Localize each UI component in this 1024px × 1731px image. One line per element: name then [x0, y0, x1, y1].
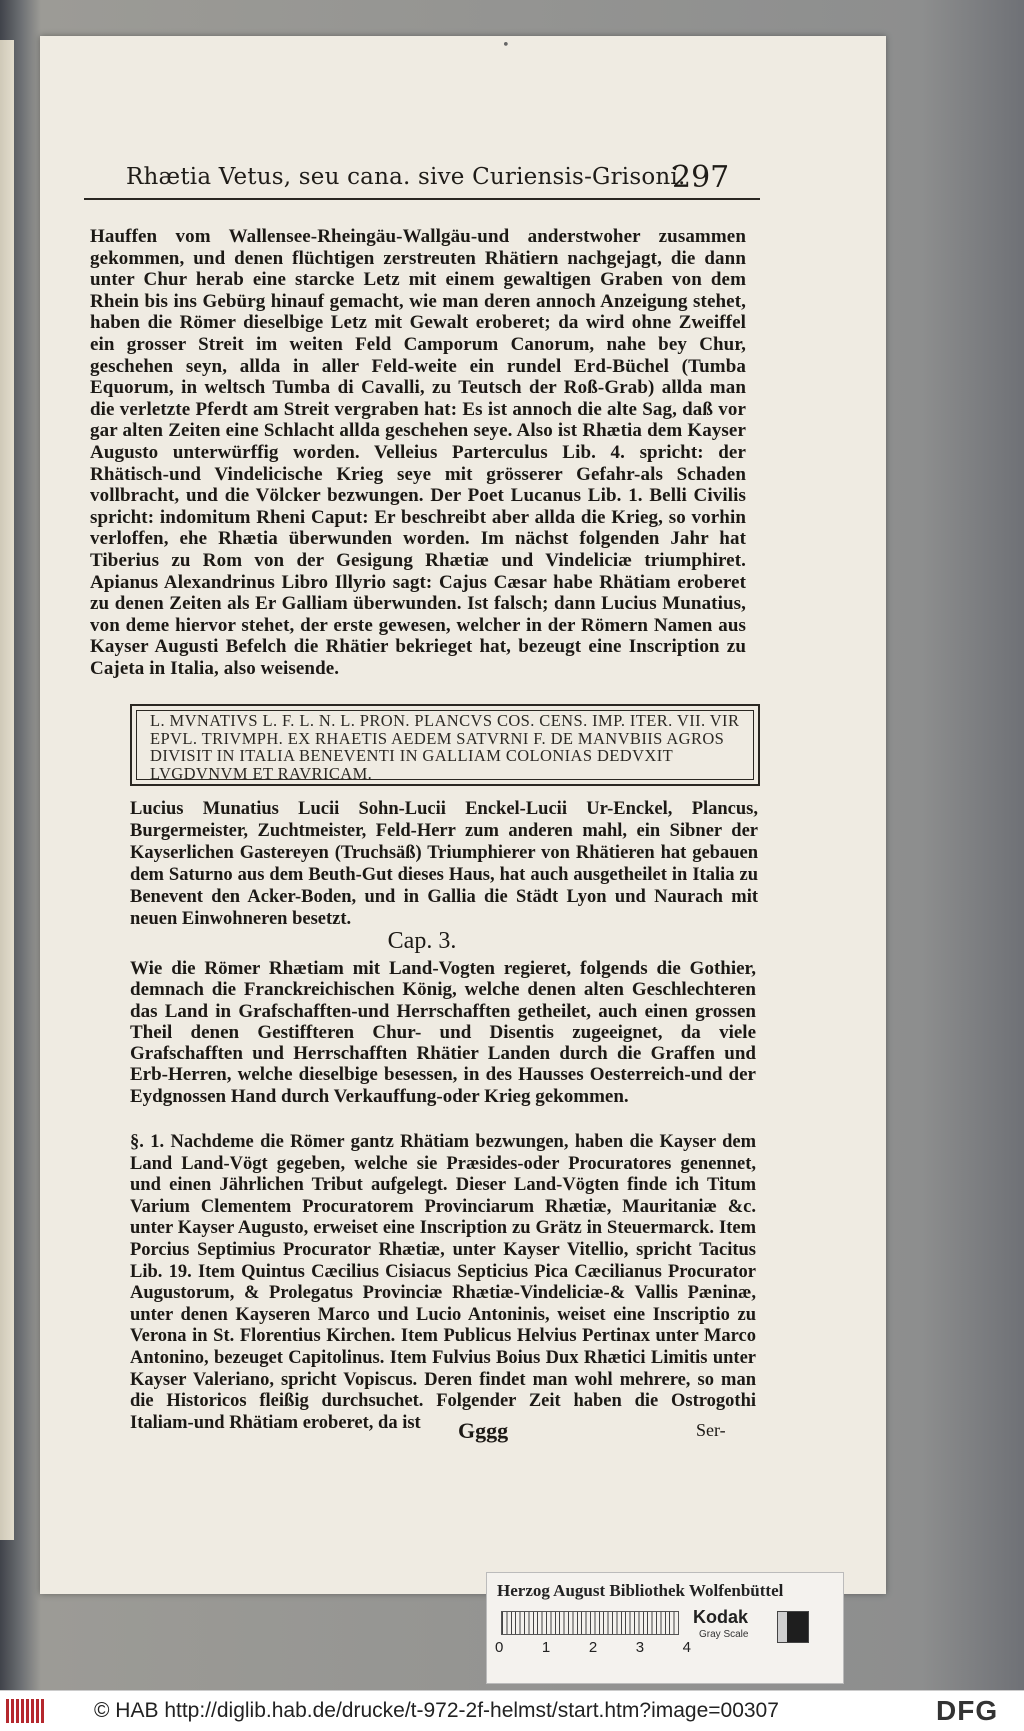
running-title: Rhætia Vetus, seu cana. sive Curiensis-Grisoni.	[126, 164, 686, 190]
chapter-summary: Wie die Römer Rhætiam mit Land-Vogten regieret, folgends die Gothier, demnach die Franckreichischen König, welche denen alten Geschlechteren das Land in Grafschafften-und Herrschafften getheilet, auch einen grossen Theil denen Gestiffteren Chur- und Disentis zugeeignet, da viele Grafschafften und Herrschafften Rhätier Landen durch die Graffen und Erb-Herren, welche dieselbige besessen, in des Hausses Oesterreich-und der Eydgnossen Hand durch Verkauffung-oder Krieg gekommen.	[130, 958, 756, 1107]
ruler-scale	[495, 1609, 691, 1659]
section-text: Nachdeme die Römer gantz Rhätiam bezwungen, haben die Kayser dem Land Land-Vögt gegeben, welche sie Præsides-oder Procuratores genennet, und einen Jährlichen Tribut aufgelegt. Dieser Land-Vögten finde ich Titum Varium Clementem Procuratorem Provinciarum Rhætiæ, Mauritaniæ &c. unter Kayser Augusto, erweiset eine Inscription zu Grätz in Steuermarck. Item Porcius Septimius Procurator Rhætiæ, unter Kayser Vitellio, spricht Tacitus Lib. 19. Item Quintus Cæcilius Cisiacus Septicius Pica Cæcilianus Procurator Augustorum, & Prolegatus Provinciæ Rhætiæ-Vindeliciæ-& Vallis Pæninæ, unter denen Kayseren Marco und Lucio Antoninis, weiset eine Inscriptio zu Verona in St. Florentius Kirchen. Item Publicus Helvius Pertinax unter Marco Antonino, bezeuget Capitolinus. Item Fulvius Boius Dux Rhætici Limitis unter Kayser Valeriano, spricht Vopiscus. Deren findet man wohl mehrere, so man die Historicos fleißig durchsuchet. Folgender Zeit haben die Ostrogothi Italiam-und Rhätiam eroberet, da ist	[130, 1132, 757, 1433]
hab-logo-icon	[6, 1699, 46, 1723]
ruler-numbers	[495, 1639, 691, 1656]
gray-scale-label: Gray Scale	[699, 1629, 749, 1640]
kodak-logo: Kodak	[693, 1607, 749, 1627]
ruler-bar	[501, 1611, 679, 1635]
chapter-heading: Cap. 3.	[387, 928, 457, 954]
ruler-number: 3	[635, 1639, 645, 1656]
source-url-link[interactable]: © HAB http://diglib.hab.de/drucke/t-972-2f-helmst/start.htm?image=00307	[94, 1699, 779, 1722]
page-number: 297	[672, 160, 730, 195]
section-mark: §. 1.	[130, 1132, 165, 1152]
dfg-logo: DFG	[936, 1695, 999, 1726]
inscription-translation: Lucius Munatius Lucii Sohn-Lucii Enckel-Lucii Ur-Enckel, Plancus, Burgermeister, Zuchtmeister, Feld-Herr zum anderen mahl, ein Sibner der Kayserlichen Gastereyen (Truchsäß) Triumphierer von Rhätieren hat gebauen dem Saturno aus dem Beuth-Gut dieses Haus, hat auch ausgetheilet in Italia zu Benevent den Acker-Boden, und in Gallia die Städt Lyon und Naurach mit neuen Einwohneren besetzt.	[130, 799, 758, 929]
inscription-text: L. MVNATIVS L. F. L. N. L. PRON. PLANCVS COS. CENS. IMP. ITER. VII. VIR EPVL. TRIVMPH. EX RHAETIS AEDEM SATVRNI F. DE MANVBIIS AGROS DIVISIT IN ITALIA BENEVENTI IN GALLIAM COLONIAS DEDVXIT LVGDVNVM ET RAVRICAM.	[150, 711, 740, 783]
footer-bar	[0, 1690, 1024, 1731]
intro-paragraph: Hauffen vom Wallensee-Rheingäu-Wallgäu-und anderstwoher zusammen gekommen, und denen flüchtigen zerstreuten Rhätiern nachgejagt, die dann unter Chur herab eine starcke Letz mit einem gewaltigen Graben von dem Rhein bis ins Gebürg hinauf gemacht, wie man deren annoch Anzeigung stehet, haben die Römer dieselbige Letz mit Gewalt eroberet; da wird ohne Zweiffel ein grosser Streit im weiten Feld Camporum Canorum, nahe bey Chur, geschehen seyn, allda in aller Feld-weite ein rundel Erd-Büchel (Tumba Equorum, in weltsch Tumba di Cavalli, zu Teutsch der Roß-Grab) allda man die verletzte Pferdt am Streit vergraben hat: Es ist annoch die alte Sag, daß vor gar alten Zeiten eine Schlacht allda geschehen seye. Also ist Rhætia dem Kayser Augusto unterwürffig worden. Velleius Parterculus Lib. 4. spricht: der Rhätisch-und Vindelicische Krieg seye mit grösserer Gefahr-als Schaden vollbracht, und die Völcker bezwungen. Der Poet Lucanus Lib. 1. Belli Civilis spricht: indomitum Rheni Caput: Er beschreibt aber allda die Krieg, so vorhin verloffen, ehe Rhætia überwunden worden. Im nächst folgenden Jahr hat Tiberius zu Rom von der Gesigung Rhætiæ und Vindeliciæ triumphiret. Apianus Alexandrinus Libro Illyrio sagt: Cajus Cæsar habe Rhätiam eroberet zu denen Zeiten als Er Galliam überwunden. Ist falsch; dann Lucius Munatius, von deme hiervor stehet, der erste gewesen, welcher in der Römern Namen aus Kayser Augusti Befelch die Rhätier bekrieget hat, bezeugt eine Inscription zu Cajeta in Italia, also weisende.	[90, 226, 746, 679]
ruler-number: 0	[495, 1639, 504, 1656]
ruler-number: 2	[588, 1639, 598, 1656]
section-paragraph	[130, 1132, 756, 1434]
ruler-number: 1	[541, 1639, 551, 1656]
library-name: Herzog August Bibliothek Wolfenbüttel	[497, 1581, 784, 1600]
gray-patch	[777, 1611, 809, 1643]
inscription-box	[130, 704, 760, 786]
scanned-page	[40, 36, 886, 1594]
top-mark: •	[502, 38, 510, 53]
adjacent-page-edge	[0, 40, 14, 1540]
ruler-number: 4	[682, 1639, 691, 1656]
library-color-label	[486, 1572, 844, 1684]
catchword: Ser-	[696, 1420, 726, 1440]
signature-mark: Gggg	[458, 1418, 509, 1443]
page-header	[84, 154, 760, 200]
